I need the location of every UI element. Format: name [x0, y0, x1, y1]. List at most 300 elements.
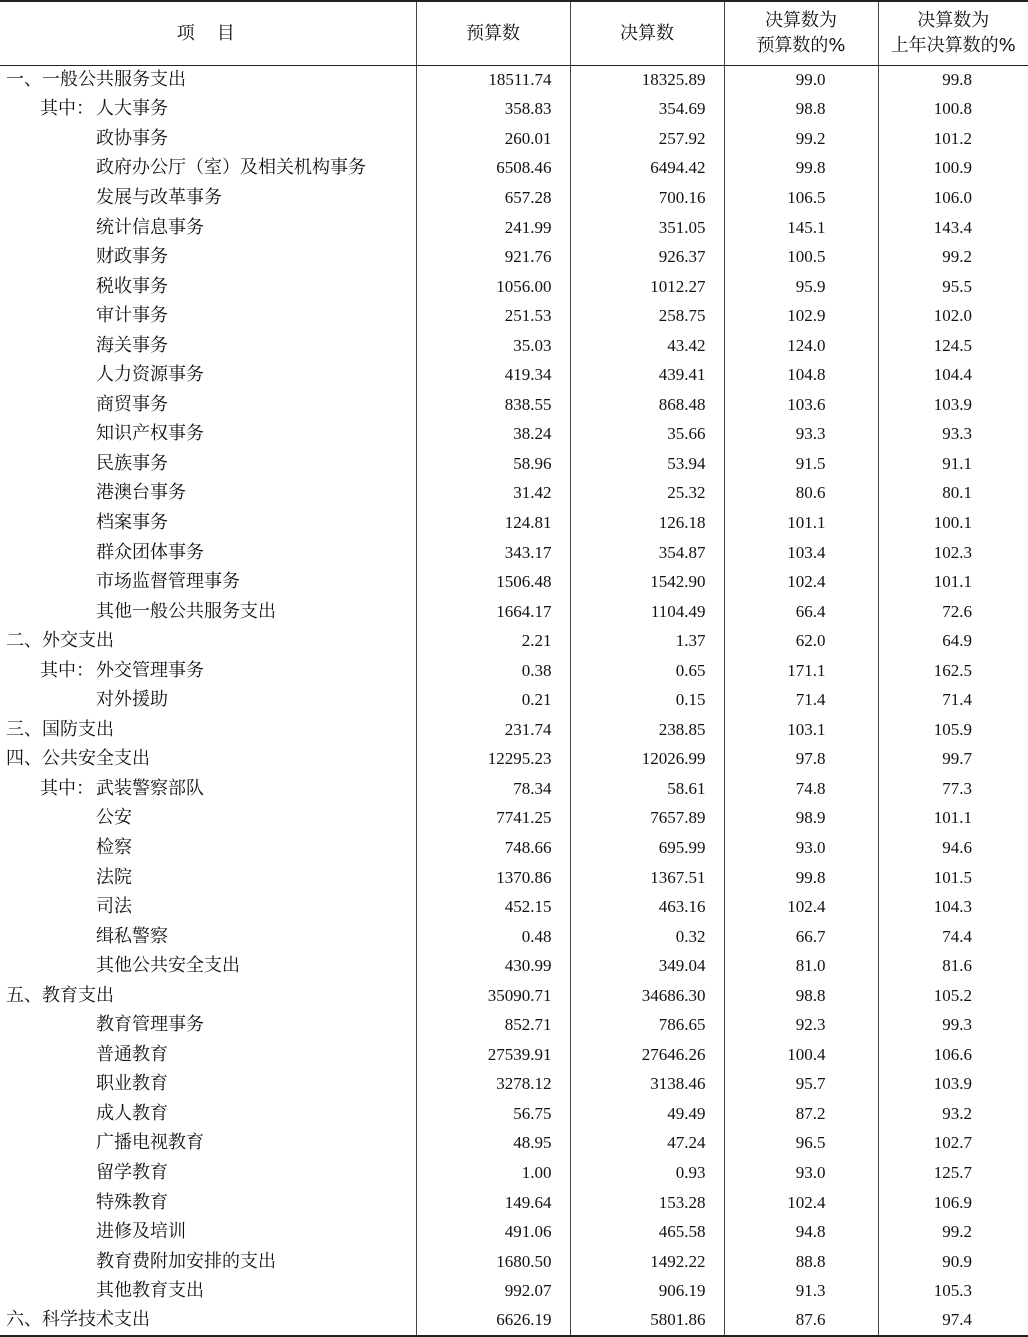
- row-pct-budget: 99.0: [724, 65, 878, 95]
- table-row: [0, 981, 1028, 1011]
- row-item-name: [0, 390, 416, 420]
- row-final: 1.37: [570, 626, 724, 656]
- table-header: [0, 1, 1028, 65]
- row-pct-budget: 99.8: [724, 863, 878, 893]
- row-budget: 241.99: [416, 213, 570, 243]
- table-row: [0, 626, 1028, 656]
- row-label: 商贸事务: [96, 393, 168, 415]
- row-item-name: [0, 420, 416, 450]
- row-pct-budget: 66.4: [724, 597, 878, 627]
- table-row: [0, 242, 1028, 272]
- row-pct-budget: 99.2: [724, 124, 878, 154]
- row-pct-prev: 102.0: [878, 301, 1028, 331]
- row-item-name: [0, 1306, 416, 1336]
- row-prefix: 其中：: [40, 98, 94, 120]
- row-label: 司法: [96, 896, 132, 918]
- row-final: 53.94: [570, 449, 724, 479]
- row-final: 351.05: [570, 213, 724, 243]
- row-pct-prev: 103.9: [878, 1070, 1028, 1100]
- row-label: 职业教育: [96, 1073, 168, 1095]
- row-item-name: [0, 508, 416, 538]
- table-row: [0, 479, 1028, 509]
- row-pct-prev: 101.5: [878, 863, 1028, 893]
- row-item-name: [0, 331, 416, 361]
- row-pct-budget: 93.0: [724, 833, 878, 863]
- row-final: 1492.22: [570, 1247, 724, 1277]
- row-final: 58.61: [570, 774, 724, 804]
- header-pct-budget-line1: 决算数为: [765, 10, 837, 32]
- table-row: [0, 449, 1028, 479]
- row-pct-budget: 66.7: [724, 922, 878, 952]
- row-pct-budget: 103.1: [724, 715, 878, 745]
- row-pct-budget: 103.6: [724, 390, 878, 420]
- row-pct-prev: 105.3: [878, 1276, 1028, 1306]
- table-row: [0, 124, 1028, 154]
- table-row: [0, 508, 1028, 538]
- row-budget: 921.76: [416, 242, 570, 272]
- table-row: [0, 1276, 1028, 1306]
- row-final: 926.37: [570, 242, 724, 272]
- row-item-name: [0, 745, 416, 775]
- table-row: [0, 567, 1028, 597]
- row-pct-budget: 102.9: [724, 301, 878, 331]
- row-final: 0.32: [570, 922, 724, 952]
- row-label: 普通教育: [96, 1043, 168, 1065]
- row-item-name: [0, 449, 416, 479]
- row-pct-budget: 74.8: [724, 774, 878, 804]
- row-final: 126.18: [570, 508, 724, 538]
- row-final: 47.24: [570, 1129, 724, 1159]
- row-final: 0.93: [570, 1158, 724, 1188]
- header-pct-prev-line2: 上年决算数的%: [890, 35, 1016, 57]
- table-row: [0, 922, 1028, 952]
- table-row: [0, 685, 1028, 715]
- table-row: [0, 360, 1028, 390]
- table-row: [0, 538, 1028, 568]
- row-label: 对外援助: [96, 689, 168, 711]
- row-pct-budget: 92.3: [724, 1011, 878, 1041]
- row-label: 海关事务: [96, 334, 168, 356]
- row-pct-budget: 91.5: [724, 449, 878, 479]
- row-final: 349.04: [570, 951, 724, 981]
- row-budget: 56.75: [416, 1099, 570, 1129]
- row-pct-budget: 101.1: [724, 508, 878, 538]
- table-row: [0, 1011, 1028, 1041]
- table-row: [0, 745, 1028, 775]
- row-final: 34686.30: [570, 981, 724, 1011]
- row-budget: 6626.19: [416, 1306, 570, 1336]
- row-final: 1367.51: [570, 863, 724, 893]
- table-row: [0, 1070, 1028, 1100]
- row-final: 1542.90: [570, 567, 724, 597]
- row-pct-budget: 93.0: [724, 1158, 878, 1188]
- row-label: 其他一般公共服务支出: [96, 600, 276, 622]
- row-pct-prev: 99.7: [878, 745, 1028, 775]
- row-final: 153.28: [570, 1188, 724, 1218]
- table-row: [0, 272, 1028, 302]
- row-label: 进修及培训: [96, 1221, 186, 1243]
- row-pct-budget: 95.9: [724, 272, 878, 302]
- row-label: 政协事务: [96, 127, 168, 149]
- row-pct-prev: 104.3: [878, 892, 1028, 922]
- row-pct-prev: 94.6: [878, 833, 1028, 863]
- row-prefix: 其中：: [40, 659, 94, 681]
- row-budget: 31.42: [416, 479, 570, 509]
- header-row: [0, 1, 1028, 65]
- table-row: [0, 1306, 1028, 1336]
- row-budget: 35090.71: [416, 981, 570, 1011]
- row-label: 港澳台事务: [96, 482, 186, 504]
- row-pct-prev: 106.0: [878, 183, 1028, 213]
- row-item-name: [0, 242, 416, 272]
- row-item-name: [0, 1070, 416, 1100]
- row-budget: 251.53: [416, 301, 570, 331]
- row-label: 三、国防支出: [6, 718, 114, 740]
- row-final: 0.15: [570, 685, 724, 715]
- row-item-name: [0, 685, 416, 715]
- row-label: 成人教育: [96, 1102, 168, 1124]
- row-budget: 149.64: [416, 1188, 570, 1218]
- row-budget: 657.28: [416, 183, 570, 213]
- row-pct-budget: 96.5: [724, 1129, 878, 1159]
- row-final: 238.85: [570, 715, 724, 745]
- table-row: [0, 656, 1028, 686]
- table-row: [0, 1040, 1028, 1070]
- row-final: 3138.46: [570, 1070, 724, 1100]
- row-pct-budget: 98.9: [724, 804, 878, 834]
- row-label: 知识产权事务: [96, 423, 204, 445]
- header-pct-prev-line1: 决算数为: [917, 10, 990, 32]
- row-budget: 58.96: [416, 449, 570, 479]
- row-label: 五、教育支出: [6, 984, 114, 1006]
- row-budget: 1680.50: [416, 1247, 570, 1277]
- row-budget: 38.24: [416, 420, 570, 450]
- row-pct-budget: 87.6: [724, 1306, 878, 1336]
- row-label: 其他教育支出: [96, 1280, 204, 1302]
- row-pct-prev: 162.5: [878, 656, 1028, 686]
- row-final: 1012.27: [570, 272, 724, 302]
- row-final: 695.99: [570, 833, 724, 863]
- row-pct-prev: 125.7: [878, 1158, 1028, 1188]
- row-budget: 0.38: [416, 656, 570, 686]
- row-final: 700.16: [570, 183, 724, 213]
- row-budget: 1370.86: [416, 863, 570, 893]
- header-budget: 预算数: [416, 1, 570, 65]
- row-label: 人大事务: [96, 98, 168, 120]
- row-pct-prev: 99.2: [878, 242, 1028, 272]
- table-body: [0, 65, 1028, 1336]
- row-label: 群众团体事务: [96, 541, 204, 563]
- row-label: 公安: [96, 807, 132, 829]
- row-pct-budget: 71.4: [724, 685, 878, 715]
- row-item-name: [0, 1099, 416, 1129]
- row-pct-budget: 80.6: [724, 479, 878, 509]
- row-item-name: [0, 154, 416, 184]
- row-final: 354.87: [570, 538, 724, 568]
- row-budget: 992.07: [416, 1276, 570, 1306]
- row-final: 27646.26: [570, 1040, 724, 1070]
- row-item-name: [0, 1040, 416, 1070]
- row-budget: 452.15: [416, 892, 570, 922]
- row-label: 市场监督管理事务: [96, 571, 240, 593]
- row-pct-prev: 80.1: [878, 479, 1028, 509]
- row-item-name: [0, 1217, 416, 1247]
- row-item-name: [0, 774, 416, 804]
- row-final: 7657.89: [570, 804, 724, 834]
- row-pct-prev: 95.5: [878, 272, 1028, 302]
- row-label: 二、外交支出: [6, 630, 114, 652]
- table-row: [0, 213, 1028, 243]
- row-pct-budget: 95.7: [724, 1070, 878, 1100]
- row-item-name: [0, 1158, 416, 1188]
- row-item-name: [0, 656, 416, 686]
- table-row: [0, 1129, 1028, 1159]
- row-budget: 124.81: [416, 508, 570, 538]
- row-label: 教育费附加安排的支出: [96, 1250, 276, 1272]
- row-budget: 35.03: [416, 331, 570, 361]
- row-budget: 78.34: [416, 774, 570, 804]
- row-final: 786.65: [570, 1011, 724, 1041]
- row-label: 缉私警察: [96, 925, 168, 947]
- row-final: 12026.99: [570, 745, 724, 775]
- table-row: [0, 863, 1028, 893]
- row-label: 留学教育: [96, 1162, 168, 1183]
- row-pct-prev: 101.2: [878, 124, 1028, 154]
- table-row: [0, 154, 1028, 184]
- row-budget: 0.21: [416, 685, 570, 715]
- row-pct-prev: 77.3: [878, 774, 1028, 804]
- row-budget: 1664.17: [416, 597, 570, 627]
- row-pct-budget: 88.8: [724, 1247, 878, 1277]
- row-pct-prev: 99.2: [878, 1217, 1028, 1247]
- table-row: [0, 183, 1028, 213]
- row-pct-prev: 143.4: [878, 213, 1028, 243]
- row-final: 465.58: [570, 1217, 724, 1247]
- row-item-name: [0, 272, 416, 302]
- row-budget: 2.21: [416, 626, 570, 656]
- table-row: [0, 951, 1028, 981]
- header-pct-budget-line2: 预算数的%: [756, 35, 846, 57]
- row-pct-prev: 74.4: [878, 922, 1028, 952]
- row-budget: 343.17: [416, 538, 570, 568]
- row-final: 25.32: [570, 479, 724, 509]
- row-final: 439.41: [570, 360, 724, 390]
- row-item-name: [0, 626, 416, 656]
- row-label: 发展与改革事务: [96, 186, 222, 208]
- row-final: 258.75: [570, 301, 724, 331]
- row-item-name: [0, 922, 416, 952]
- row-final: 18325.89: [570, 65, 724, 95]
- row-pct-budget: 98.8: [724, 95, 878, 125]
- table-row: [0, 390, 1028, 420]
- row-pct-prev: 101.1: [878, 804, 1028, 834]
- row-final: 868.48: [570, 390, 724, 420]
- row-pct-prev: 102.7: [878, 1129, 1028, 1159]
- row-final: 0.65: [570, 656, 724, 686]
- row-pct-budget: 104.8: [724, 360, 878, 390]
- row-item-name: [0, 1129, 416, 1159]
- row-budget: 7741.25: [416, 804, 570, 834]
- row-budget: 358.83: [416, 95, 570, 125]
- row-item-name: [0, 715, 416, 745]
- row-budget: 12295.23: [416, 745, 570, 775]
- row-pct-prev: 100.9: [878, 154, 1028, 184]
- row-pct-budget: 97.8: [724, 745, 878, 775]
- row-pct-prev: 104.4: [878, 360, 1028, 390]
- row-pct-budget: 102.4: [724, 892, 878, 922]
- row-item-name: [0, 981, 416, 1011]
- row-label: 其他公共安全支出: [96, 955, 240, 977]
- row-pct-prev: 103.9: [878, 390, 1028, 420]
- row-pct-prev: 71.4: [878, 685, 1028, 715]
- row-budget: 748.66: [416, 833, 570, 863]
- row-label: 统计信息事务: [96, 216, 204, 238]
- row-budget: 419.34: [416, 360, 570, 390]
- row-item-name: [0, 213, 416, 243]
- table-row: [0, 804, 1028, 834]
- row-budget: 838.55: [416, 390, 570, 420]
- row-item-name: [0, 95, 416, 125]
- row-final: 35.66: [570, 420, 724, 450]
- row-budget: 3278.12: [416, 1070, 570, 1100]
- row-label: 六、科学技术支出: [6, 1309, 150, 1331]
- table-row: [0, 1217, 1028, 1247]
- row-item-name: [0, 597, 416, 627]
- row-prefix: 其中：: [40, 777, 94, 799]
- row-pct-prev: 105.2: [878, 981, 1028, 1011]
- row-item-name: [0, 183, 416, 213]
- row-final: 49.49: [570, 1099, 724, 1129]
- row-label: 一、一般公共服务支出: [6, 69, 186, 91]
- row-pct-prev: 99.8: [878, 65, 1028, 95]
- row-label: 教育管理事务: [96, 1014, 204, 1036]
- row-budget: 1506.48: [416, 567, 570, 597]
- row-item-name: [0, 1011, 416, 1041]
- row-label: 特殊教育: [96, 1191, 168, 1213]
- row-budget: 1056.00: [416, 272, 570, 302]
- row-final: 43.42: [570, 331, 724, 361]
- table-row: [0, 420, 1028, 450]
- row-final: 906.19: [570, 1276, 724, 1306]
- row-pct-prev: 100.1: [878, 508, 1028, 538]
- row-item-name: [0, 479, 416, 509]
- row-pct-budget: 102.4: [724, 1188, 878, 1218]
- table-row: [0, 833, 1028, 863]
- row-pct-prev: 101.1: [878, 567, 1028, 597]
- row-pct-budget: 99.8: [724, 154, 878, 184]
- row-label: 广播电视教育: [96, 1132, 204, 1154]
- header-pct-prev: [878, 1, 1028, 65]
- row-item-name: [0, 804, 416, 834]
- table-row: [0, 597, 1028, 627]
- header-final: 决算数: [570, 1, 724, 65]
- row-item-name: [0, 1276, 416, 1306]
- row-pct-prev: 99.3: [878, 1011, 1028, 1041]
- row-budget: 231.74: [416, 715, 570, 745]
- row-pct-prev: 93.3: [878, 420, 1028, 450]
- table-row: [0, 1188, 1028, 1218]
- row-pct-prev: 102.3: [878, 538, 1028, 568]
- header-pct-budget: [724, 1, 878, 65]
- row-budget: 0.48: [416, 922, 570, 952]
- row-pct-budget: 62.0: [724, 626, 878, 656]
- row-pct-prev: 72.6: [878, 597, 1028, 627]
- row-item-name: [0, 538, 416, 568]
- table-row: [0, 301, 1028, 331]
- row-label: 武装警察部队: [96, 777, 204, 799]
- row-budget: 1.00: [416, 1158, 570, 1188]
- row-pct-budget: 81.0: [724, 951, 878, 981]
- row-pct-budget: 87.2: [724, 1099, 878, 1129]
- row-pct-prev: 100.8: [878, 95, 1028, 125]
- row-pct-budget: 91.3: [724, 1276, 878, 1306]
- row-item-name: [0, 124, 416, 154]
- row-budget: 27539.91: [416, 1040, 570, 1070]
- row-item-name: [0, 360, 416, 390]
- row-item-name: [0, 863, 416, 893]
- row-pct-budget: 93.3: [724, 420, 878, 450]
- row-budget: 48.95: [416, 1129, 570, 1159]
- table-row: [0, 65, 1028, 95]
- row-label: 四、公共安全支出: [6, 748, 150, 770]
- row-pct-budget: 102.4: [724, 567, 878, 597]
- row-pct-prev: 106.9: [878, 1188, 1028, 1218]
- row-pct-budget: 124.0: [724, 331, 878, 361]
- row-pct-budget: 100.5: [724, 242, 878, 272]
- row-label: 审计事务: [96, 305, 168, 327]
- row-pct-budget: 171.1: [724, 656, 878, 686]
- row-item-name: [0, 301, 416, 331]
- row-budget: 430.99: [416, 951, 570, 981]
- row-pct-budget: 100.4: [724, 1040, 878, 1070]
- row-budget: 6508.46: [416, 154, 570, 184]
- row-pct-budget: 145.1: [724, 213, 878, 243]
- row-label: 人力资源事务: [96, 364, 204, 386]
- table-row: [0, 331, 1028, 361]
- row-label: 外交管理事务: [96, 659, 204, 681]
- row-final: 5801.86: [570, 1306, 724, 1336]
- row-final: 257.92: [570, 124, 724, 154]
- row-item-name: [0, 833, 416, 863]
- row-label: 法院: [96, 866, 132, 888]
- row-pct-prev: 64.9: [878, 626, 1028, 656]
- row-pct-prev: 105.9: [878, 715, 1028, 745]
- header-item: 项目: [0, 1, 416, 65]
- row-pct-prev: 91.1: [878, 449, 1028, 479]
- table-row: [0, 1158, 1028, 1188]
- table-row: [0, 892, 1028, 922]
- row-pct-prev: 106.6: [878, 1040, 1028, 1070]
- row-item-name: [0, 1188, 416, 1218]
- row-item-name: [0, 1247, 416, 1277]
- row-final: 6494.42: [570, 154, 724, 184]
- row-budget: 491.06: [416, 1217, 570, 1247]
- row-final: 463.16: [570, 892, 724, 922]
- row-label: 档案事务: [96, 511, 168, 533]
- row-final: 1104.49: [570, 597, 724, 627]
- row-label: 政府办公厅（室）及相关机构事务: [96, 157, 366, 179]
- table-row: [0, 774, 1028, 804]
- row-pct-prev: 90.9: [878, 1247, 1028, 1277]
- row-label: 民族事务: [96, 452, 168, 474]
- row-pct-prev: 124.5: [878, 331, 1028, 361]
- row-pct-budget: 106.5: [724, 183, 878, 213]
- table-row: [0, 1099, 1028, 1129]
- row-final: 354.69: [570, 95, 724, 125]
- table-row: [0, 715, 1028, 745]
- row-pct-budget: 98.8: [724, 981, 878, 1011]
- row-budget: 18511.74: [416, 65, 570, 95]
